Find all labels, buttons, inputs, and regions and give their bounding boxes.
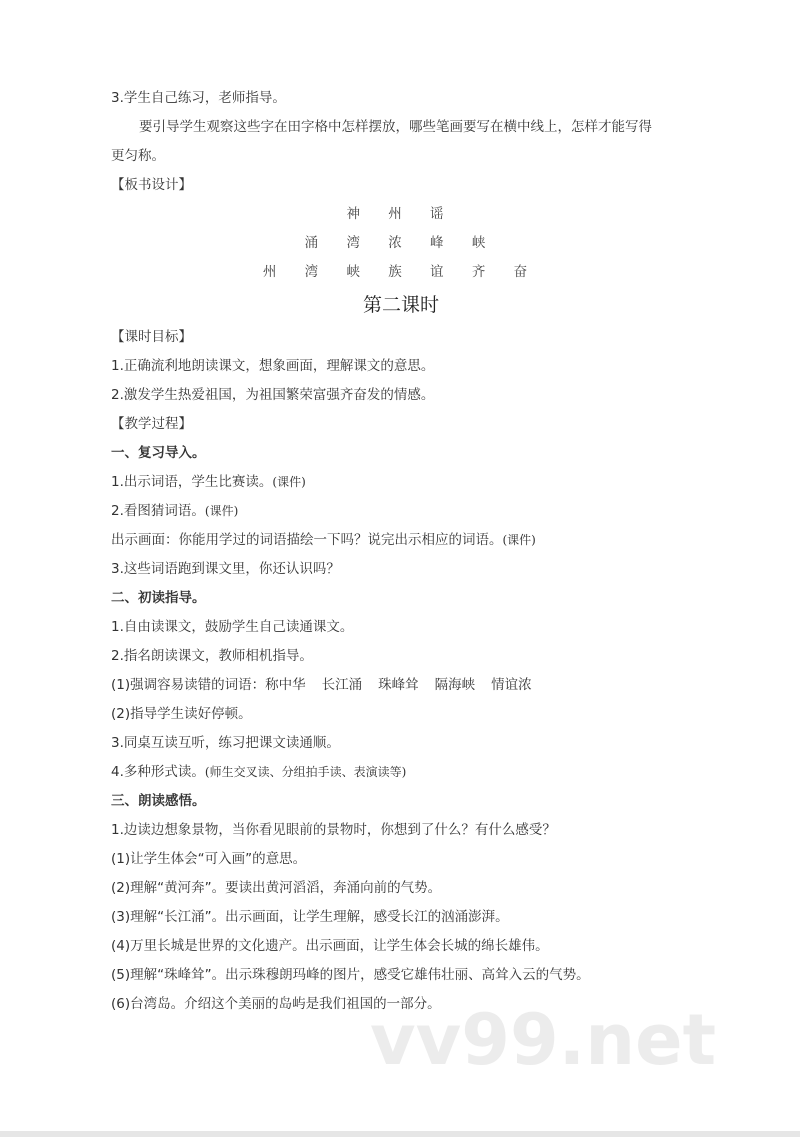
- document-page: [111, 84, 691, 1019]
- list-item: (2)指导学生读好停顿。: [111, 706, 252, 722]
- list-item: (3)理解“长江涌”。出示画面，让学生理解，感受长江的汹涌澎湃。: [111, 909, 509, 925]
- watermark: vv99.net: [370, 999, 717, 1081]
- word: 称中华: [265, 677, 306, 693]
- list-item: (4)万里长城是世界的文化遗产。出示画面，让学生体会长城的绵长雄伟。: [111, 938, 549, 954]
- courseware-note: (课件): [502, 533, 536, 547]
- board-line-3: 州 湾 峡 族 谊 齐 奋: [262, 264, 540, 280]
- section-1-heading: 一、复习导入。: [111, 445, 206, 461]
- item-text: 出示画面：你能用学过的词语描绘一下吗？说完出示相应的词语。: [111, 532, 503, 548]
- goals-heading: 【课时目标】: [111, 329, 192, 345]
- item-text: 1.出示词语，学生比赛读。: [111, 474, 273, 490]
- board-line-2: 涌 湾 浓 峰 峡: [304, 235, 498, 251]
- lesson-title: 第二课时: [362, 294, 439, 316]
- reading-forms-note: (师生交叉读、分组拍手读、表演读等): [204, 765, 407, 779]
- word: 珠峰耸: [378, 677, 419, 693]
- paragraph-guidance: 要引导学生观察这些字在田字格中怎样摆放，哪些笔画要写在横中线上，怎样才能写得: [139, 119, 652, 135]
- list-item: (6)台湾岛。介绍这个美丽的岛屿是我们祖国的一部分。: [111, 996, 441, 1012]
- word: 长江涌: [321, 677, 363, 693]
- section-3-heading: 三、朗读感悟。: [111, 793, 206, 809]
- list-item: 1.边读边想象景物，当你看见眼前的景物时，你想到了什么？有什么感受？: [111, 822, 556, 838]
- list-item: [111, 671, 691, 700]
- goal-item: 2.激发学生热爱祖国，为祖国繁荣富强齐奋发的情感。: [111, 387, 435, 403]
- word: 情谊浓: [491, 677, 532, 693]
- list-item: 2.指名朗读课文，教师相机指导。: [111, 648, 313, 664]
- board-design-heading: 【板书设计】: [111, 177, 192, 193]
- list-item: [111, 468, 691, 497]
- list-item: [111, 497, 691, 526]
- step-3-practice: 3.学生自己练习，老师指导。: [111, 90, 286, 106]
- list-item: (1)让学生体会“可入画”的意思。: [111, 851, 307, 867]
- item-text: 2.看图猜词语。: [111, 503, 205, 519]
- list-item: [111, 526, 691, 555]
- list-item: 3.这些词语跑到课文里，你还认识吗？: [111, 561, 340, 577]
- list-item: 1.自由读课文，鼓励学生自己读通课文。: [111, 619, 354, 635]
- courseware-note: (课件): [272, 475, 306, 489]
- list-item: [111, 758, 691, 787]
- list-item: (5)理解“珠峰耸”。出示珠穆朗玛峰的图片，感受它雄伟壮丽、高耸入云的气势。: [111, 967, 590, 983]
- board-line-1: 神 州 谣: [346, 206, 456, 222]
- process-heading: 【教学过程】: [111, 416, 192, 432]
- item-text: 4.多种形式读。: [111, 764, 205, 780]
- page-bottom-edge: [0, 1131, 800, 1137]
- item-text: (1)强调容易读错的词语：: [111, 677, 266, 693]
- list-item: (2)理解“黄河奔”。要读出黄河滔滔，奔涌向前的气势。: [111, 880, 442, 896]
- goal-item: 1.正确流利地朗读课文，想象画面，理解课文的意思。: [111, 358, 435, 374]
- courseware-note: (课件): [204, 504, 239, 518]
- paragraph-guidance-cont: 更匀称。: [111, 148, 165, 164]
- word: 隔海峡: [434, 677, 476, 693]
- list-item: 3.同桌互读互听，练习把课文读通顺。: [111, 735, 340, 751]
- section-2-heading: 二、初读指导。: [111, 590, 206, 606]
